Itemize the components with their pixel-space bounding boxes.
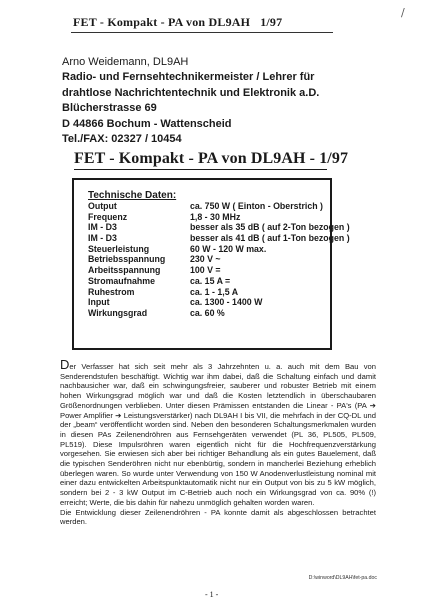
spec-value: besser als 41 dB ( auf 1-Ton bezogen )	[190, 233, 350, 244]
header-title-text: FET - Kompakt - PA von DL9AH	[73, 15, 251, 29]
document-title: FET - Kompakt - PA von DL9AH - 1/97	[74, 150, 349, 167]
spec-label: Frequenz	[88, 211, 128, 222]
spec-value: ca. 750 W ( Einton - Oberstrich )	[190, 201, 323, 211]
spec-value: 230 V ~	[190, 254, 221, 265]
spec-label: Arbeitsspannung	[88, 265, 161, 276]
spec-label: Ruhestrom	[88, 286, 135, 297]
spec-value: 100 V =	[190, 265, 221, 276]
paragraph-1-text: er Verfasser hat sich seit mehr als 3 Jahrzehnten u. a. auch mit dem Bau von Senderendstufen beschäftigt. Wichtig war ihm dabei, daß die Schaltung einfach und damit nachbausicher war, daß ein schwingungsfreier, sauberer und robuster Betrieb mit einem hohen Wirkungsgrad möglich war und daß die Kosten letztendlich in überschaubaren Größenordnungen verblieben. Unter diesen Prämissen entstanden die Linear - PA's (PA ➔ Power Amplifier ➔ Leistungsverstärker) nach DL9AH I bis VII, die mehrfach in der CQ-DL und der „beam“ veröffentlicht worden sind. Neben den besonderen Schaltungsmerkmalen wurden in diesen PAs Zeilenendröhren aus Fernsehgeräten verwendet (PL 36, PL505, PL509, PL519). Diese Impulsröhren waren eigentlich nicht für die Hochfrequenzverstärkung vorgesehen. Sie erwiesen sich aber bei richtiger Behandlung als ein gutes Bauelement, daß die typischen Senderöhren nicht nur ebenbürtig, sondern in mancherlei Beziehung erheblich überlegen waren. So wurde unter Verwendung von 150 W Anodenverlustleistung nominal mit einer dazu entwickelten Arbeitspunktautomatik nicht nur ein Output von bis zu 5 kW möglich, sondern bei 2 - 3 kW Output im C-Betrieb auch noch ein Wirkungsgrad von ca. 90% (!) erreicht; Werte, die bis dahin für nahezu unmöglich gehalten worden waren.	[60, 362, 376, 507]
body-paragraph-1	[60, 357, 376, 508]
spec-label: Betriebsspannung	[88, 254, 166, 265]
address-block	[62, 55, 362, 147]
address-profession: Radio- und Fernsehtechnikermeister / Lehrer für	[62, 71, 315, 84]
body-text	[60, 357, 376, 527]
spec-label: Steuerleistung	[88, 243, 150, 254]
header-page-ref: 1/97	[260, 15, 283, 29]
address-name: Arno Weidemann, DL9AH	[62, 56, 189, 68]
address-city: D 44866 Bochum - Wattenscheid	[62, 117, 232, 130]
address-phone: Tel./FAX: 02327 / 10454	[62, 132, 182, 145]
spec-label: Wirkungsgrad	[88, 307, 148, 318]
file-path: D:\winword\DL9AH\fet-pa.doc	[308, 575, 377, 581]
address-profession-2: drahtlose Nachrichtentechnik und Elektronik a.D.	[62, 86, 320, 99]
spec-value: 60 W - 120 W max.	[190, 243, 267, 254]
spec-value: 1,8 - 30 MHz	[190, 211, 241, 222]
body-paragraph-2: Die Entwicklung dieser Zeilenendröhren - PA konnte damit als abgeschlossen betrachtet werden.	[60, 507, 376, 527]
title-underline	[74, 169, 327, 170]
spec-value: besser als 35 dB ( auf 2-Ton bezogen )	[190, 222, 350, 233]
page-number: - 1 -	[205, 590, 219, 599]
address-street: Blücherstrasse 69	[62, 102, 157, 115]
header-rule	[71, 32, 333, 33]
spec-label: Stromaufnahme	[88, 275, 155, 286]
spec-value: ca. 1300 - 1400 W	[190, 297, 263, 308]
spec-value: ca. 1 - 1,5 A	[190, 286, 239, 297]
dropcap: D	[60, 357, 70, 372]
specs-heading: Technische Daten:	[88, 190, 177, 201]
spec-value: ca. 15 A =	[190, 275, 231, 286]
spec-label: IM - D3	[88, 222, 117, 233]
spec-label: Input	[88, 297, 110, 308]
corner-mark: /	[401, 6, 405, 19]
spec-value: ca. 60 %	[190, 307, 225, 318]
spec-label: IM - D3	[88, 233, 117, 244]
header-title	[73, 15, 373, 30]
spec-label: Output	[88, 201, 117, 211]
